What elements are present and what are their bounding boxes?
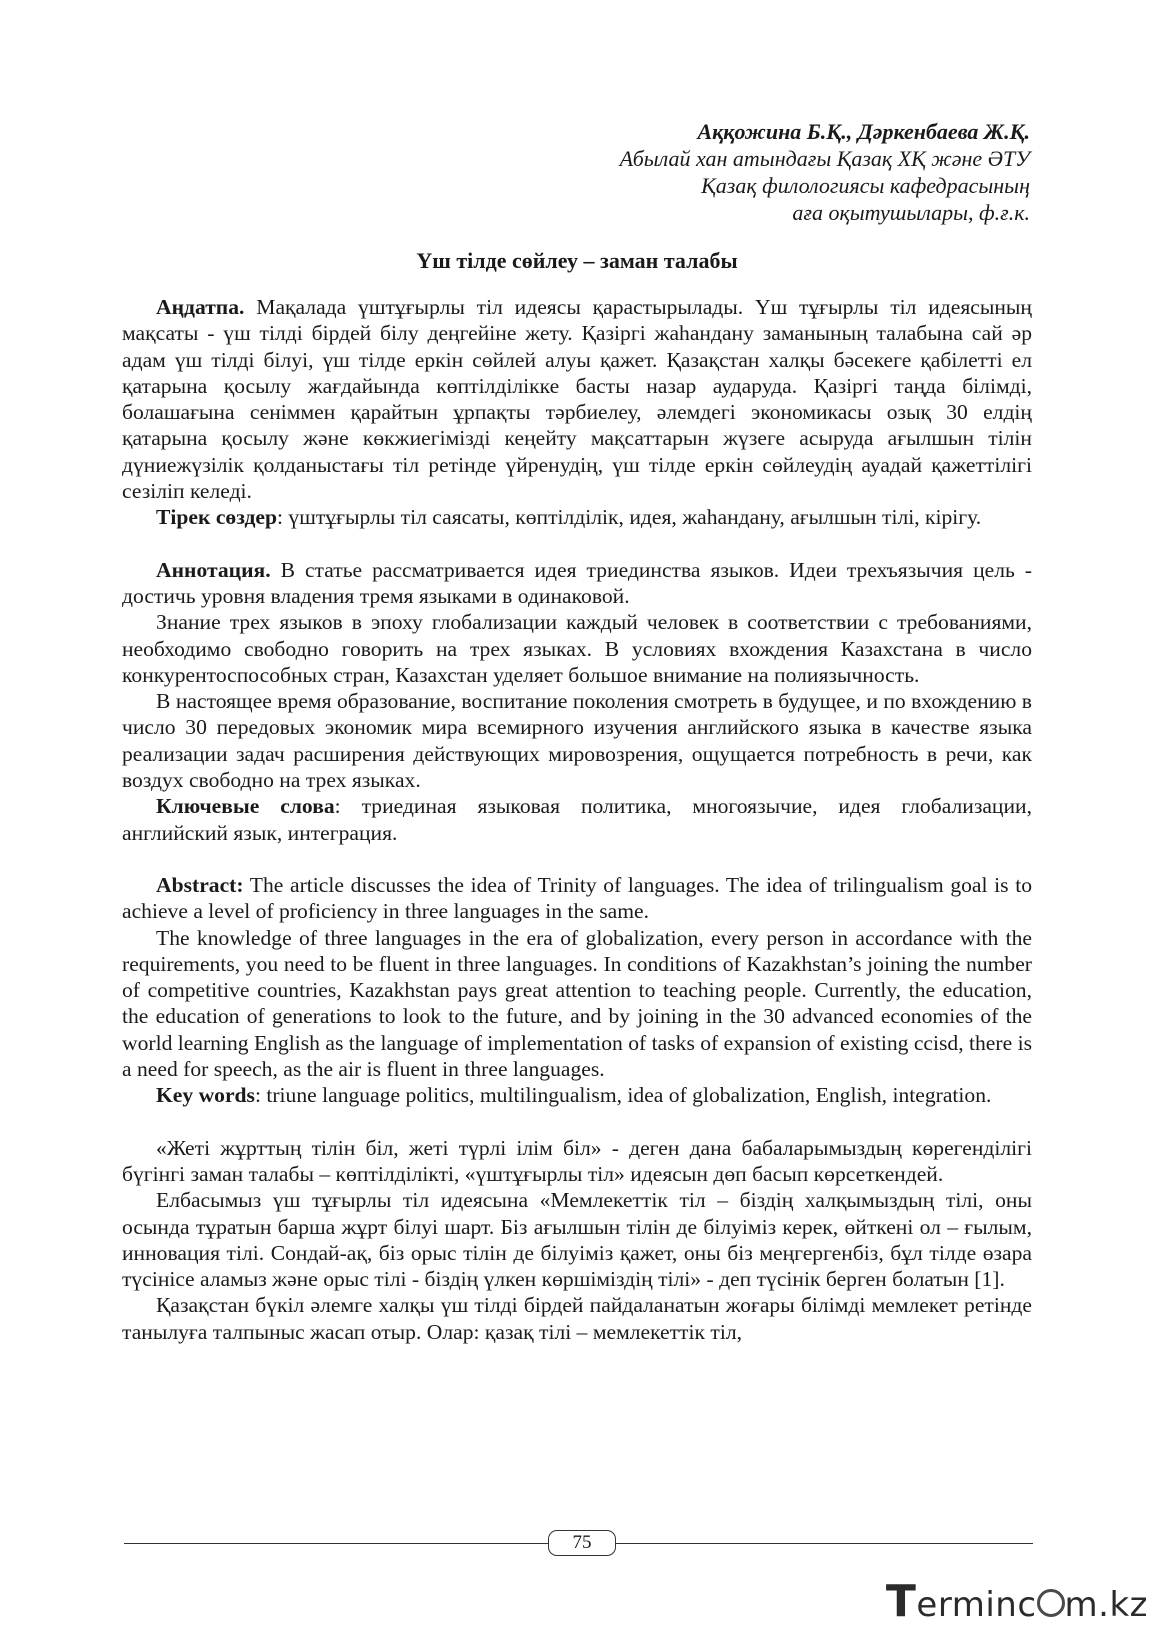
watermark-middle: erminc bbox=[916, 1585, 1037, 1625]
body-section bbox=[122, 1135, 1032, 1345]
footer-rule-left bbox=[124, 1543, 548, 1544]
english-keywords-text: : triune language politics, multilingualism, idea of globalization, English, integration. bbox=[254, 1083, 992, 1108]
page-number: 75 bbox=[548, 1530, 616, 1556]
english-abstract-label: Abstract: bbox=[156, 872, 244, 897]
russian-paragraph-3: В настоящее время образование, воспитание поколения смотреть в будущее, и по вхождению в число 30 передовых экономик мира всемирного изучения английского языка в качестве языка реализации задач расширения действующих мировозрения, ощущается потребность в речи, как воздух свободно на трех языках. bbox=[122, 689, 1032, 793]
affiliation-line-3: аға оқытушылары, ф.ғ.к. bbox=[792, 200, 1030, 225]
english-paragraph-2: The knowledge of three languages in the era of globalization, every person in accordance with the requirements, you need to be fluent in three languages. In conditions of Kazakhstan’s joining the number of competitive countries, Kazakhstan pays great attention to teaching people. Currently, the education, the education of generations to look to the future, and by joining in the 30 advanced economies of the world learning English as the language of implementation of tasks of expansion of existing ccisd, there is a need for speech, as the air is fluent in three languages. bbox=[122, 925, 1032, 1082]
kazakh-abstract-label: Аңдатпа. bbox=[156, 295, 245, 319]
english-abstract bbox=[122, 872, 1032, 925]
kazakh-keywords-label: Тірек сөздер bbox=[156, 505, 278, 530]
body-paragraph-3: Қазақстан бүкіл әлемге халқы үш тілді бірдей пайдаланатын жоғары білімді мемлекет ретінде танылуға талпыныс жасап отыр. Олар: қазақ тілі – мемлекеттік тіл, bbox=[122, 1293, 1032, 1344]
watermark-initial: T bbox=[885, 1576, 917, 1627]
watermark-tail: m.kz bbox=[1064, 1585, 1148, 1625]
russian-abstract bbox=[122, 557, 1032, 610]
kazakh-keywords-text: : үштұғырлы тіл саясаты, көптілділік, идея, жаһандану, ағылшын тілі, кірігу. bbox=[277, 505, 982, 530]
english-keywords bbox=[122, 1082, 1032, 1108]
kazakh-abstract-text: Мақалада үштұғырлы тіл идеясы қарастырылады. Үш тұғырлы тіл идеясының мақсаты - үш тілді бірдей білу деңгейіне жету. Қазіргі жаһандану заманының талабына сай әр адам үш тілді білуі, үш тілде еркін сөйлей алуы қажет. Қазақстан халқы бәсекеге қабілетті ел қатарына қосылу жағдайында көптілділікке басты назар аударуда. Қазіргі таңда білімді, болашағына сеніммен қарайтын ұрпақты тәрбиелеу, әлемдегі экономикасы озық 30 елдің қатарына қосылу және көкжиегімізді кеңейту мақсаттарын жүзеге асыруда ағылшын тілін дүниежүзілік қолданыстағы тіл ретінде үйренудің, үш тілде еркін сөйлеудің ауадай қажеттілігі сезіліп келеді. bbox=[122, 295, 1032, 504]
russian-abstract-section bbox=[122, 557, 1032, 846]
russian-abstract-text: В статье рассматривается идея триединства языков. Идеи трехъязычия цель - достичь уровня владения тремя языками в одинаковой. bbox=[122, 557, 1032, 608]
affiliation-line-1: Абылай хан атындағы Қазақ ХҚ және ӘТУ bbox=[619, 146, 1030, 171]
russian-keywords-label: Ключевые слова bbox=[156, 794, 335, 819]
kazakh-keywords bbox=[122, 504, 1032, 530]
body-paragraph-2: Елбасымыз үш тұғырлы тіл идеясына «Мемлекеттік тіл – біздің халқымыздың тілі, оны осында тұратын барша жұрт білуі шарт. Біз ағылшын тілін де білуіміз керек, өйткені ол – ғылым, инновация тілі. Сондай-ақ, біз орыс тілін де білуіміз қажет, оны біз меңгергенбіз, бұл тілде өзара түсініce аламыз және орыс тілі - біздің үлкен көршіміздің тілі» - деп түсінік берген болатын [1]. bbox=[122, 1188, 1032, 1292]
footer-rule-right bbox=[615, 1543, 1033, 1544]
russian-abstract-label: Аннотация. bbox=[156, 557, 271, 582]
russian-paragraph-2: Знание трех языков в эпоху глобализации каждый человек в соответствии с требованиями, необходимо свободно говорить на трех языках. В условиях вхождения Казахстана в число конкурентоспособных стран, Казахстан уделяет большое внимание на полиязычность. bbox=[122, 610, 1032, 687]
author-names: Аққожина Б.Қ., Дәркенбаева Ж.Қ. bbox=[697, 119, 1030, 144]
russian-keywords bbox=[122, 793, 1032, 846]
english-abstract-section bbox=[122, 872, 1032, 1109]
russian-keywords-text: : триединая языковая политика, многоязычие, идея глобализации, английский язык, интеграция. bbox=[122, 794, 1032, 845]
globe-icon bbox=[1037, 1589, 1065, 1617]
site-watermark bbox=[886, 1576, 1148, 1627]
kazakh-abstract-section bbox=[122, 294, 1032, 531]
article-page bbox=[122, 118, 1032, 1345]
author-block bbox=[122, 118, 1030, 226]
affiliation-line-2: Қазақ филологиясы кафедрасының bbox=[701, 173, 1030, 198]
article-title: Үш тілде сөйлеу – заман талабы bbox=[416, 248, 738, 273]
kazakh-abstract bbox=[122, 294, 1032, 504]
english-keywords-label: Key words bbox=[156, 1083, 255, 1108]
english-abstract-text: The article discusses the idea of Trinity of languages. The idea of trilingualism goal is to achieve a level of proficiency in three languages in the same. bbox=[122, 872, 1032, 924]
body-paragraph-1: «Жеті жұрттың тілін біл, жеті түрлі ілім біл» - деген дана бабаларымыздың көрегенділігі бүгінгі заман талабы – көптілділікті, «үштұғырлы тіл» идеясын дөп басып көрсеткендей. bbox=[122, 1135, 1032, 1186]
